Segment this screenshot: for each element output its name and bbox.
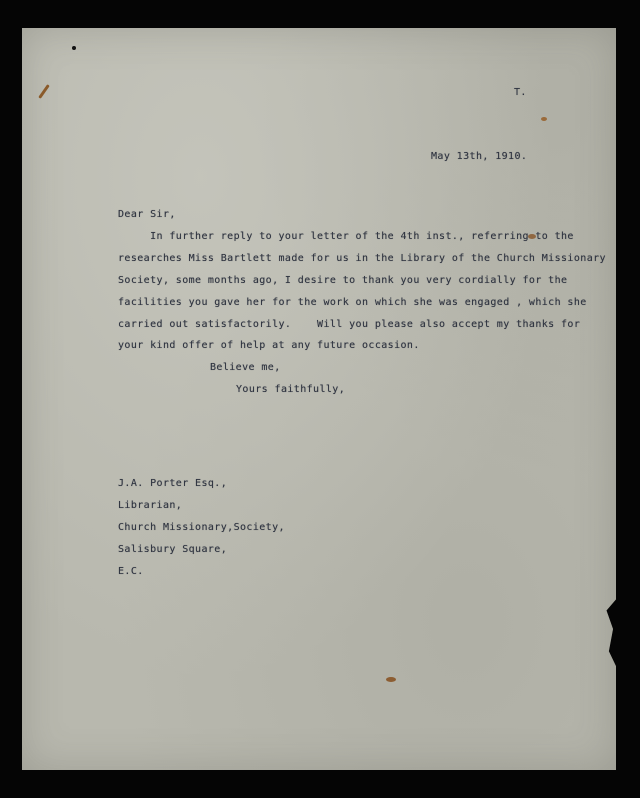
body-line: In further reply to your letter of the 4th inst., referring to the <box>118 231 574 242</box>
address-line: J.A. Porter Esq., <box>118 478 228 489</box>
rust-spot-bottom <box>386 677 396 682</box>
address-line: Librarian, <box>118 500 183 511</box>
address-line: Church Missionary,Society, <box>118 522 285 533</box>
body-line: researches Miss Bartlett made for us in the Library of the Church Missionary <box>118 253 606 264</box>
salutation: Dear Sir, <box>118 209 176 220</box>
address-line: E.C. <box>118 566 144 577</box>
body-line: Society, some months ago, I desire to thank you very cordially for the <box>118 275 568 286</box>
rust-spot-top-right <box>541 117 547 121</box>
letter-date: May 13th, 1910. <box>431 151 528 162</box>
page-mark: T. <box>514 87 527 98</box>
ink-blot-top-left <box>72 46 76 50</box>
closing-believe-me: Believe me, <box>210 362 281 373</box>
body-line: your kind offer of help at any future occasion. <box>118 340 420 351</box>
closing-yours-faithfully: Yours faithfully, <box>236 384 346 395</box>
letter-page <box>22 28 616 770</box>
body-line: facilities you gave her for the work on which she was engaged , which she <box>118 297 587 308</box>
address-line: Salisbury Square, <box>118 544 228 555</box>
body-line: carried out satisfactorily. Will you please also accept my thanks for <box>118 319 581 330</box>
